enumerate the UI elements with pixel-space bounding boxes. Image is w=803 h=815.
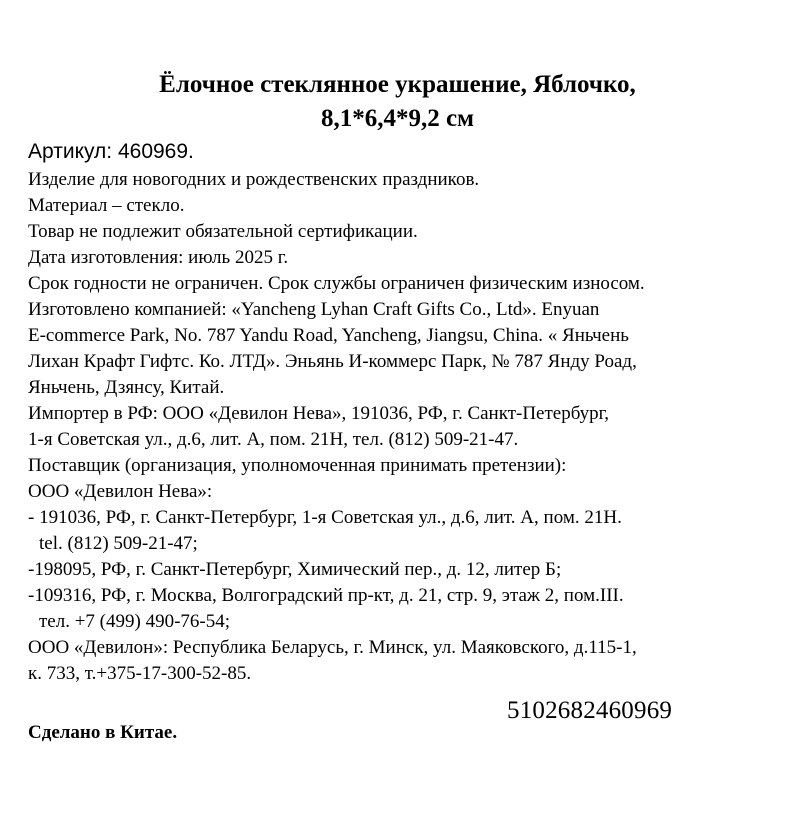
shelf-life-line: Срок годности не ограничен. Срок службы ограничен физическим износом. (28, 273, 645, 294)
supplier-address-2: -198095, РФ, г. Санкт-Петербург, Химический пер., д. 12, литер Б; (28, 559, 562, 580)
supplier-heading: Поставщик (организация, уполномоченная принимать претензии): (28, 455, 567, 476)
manufacture-date-line: Дата изготовления: июль 2025 г. (28, 247, 289, 268)
manufacturer-line-1: Изготовлено компанией: «Yancheng Lyhan Craft Gifts Co., Ltd». Enyuan (28, 299, 600, 320)
importer-line-2: 1-я Советская ул., д.6, лит. А, пом. 21Н, тел. (812) 509-21-47. (28, 429, 519, 450)
supplier-address-1: - 191036, РФ, г. Санкт-Петербург, 1-я Советская ул., д.6, лит. А, пом. 21Н. (28, 507, 622, 528)
product-title-line-2: 8,1*6,4*9,2 см (320, 105, 475, 132)
certification-line: Товар не подлежит обязательной сертификации. (28, 221, 418, 242)
product-title (0, 68, 795, 136)
product-details (28, 167, 788, 687)
supplier-address-3: -109316, РФ, г. Москва, Волгоградский пр-кт, д. 21, стр. 9, этаж 2, пом.III. (28, 585, 624, 606)
belarus-supplier-line-1: ООО «Девилон»: Республика Беларусь, г. Минск, ул. Маяковского, д.115-1, (28, 637, 637, 658)
belarus-supplier-line-2: к. 733, т.+375-17-300-52-85. (28, 663, 252, 684)
usage-line: Изделие для новогодних и рождественских праздников. (28, 169, 480, 190)
manufacturer-line-4: Яньчень, Дзянсу, Китай. (28, 377, 225, 398)
supplier-phone-3: тел. +7 (499) 490-76-54; (39, 611, 231, 632)
barcode-number: 5102682460969 (507, 697, 673, 724)
supplier-name: ООО «Девилон Нева»: (28, 481, 213, 502)
importer-line-1: Импортер в РФ: ООО «Девилон Нева», 191036, РФ, г. Санкт-Петербург, (28, 403, 610, 424)
sku-line: Артикул: 460969. (28, 140, 194, 163)
product-title-line-1: Ёлочное стеклянное украшение, Яблочко, (159, 71, 636, 98)
manufacturer-line-3: Лихан Крафт Гифтс. Ко. ЛТД». Эньянь И-коммерс Парк, № 787 Янду Роад, (28, 351, 637, 372)
material-line: Материал – стекло. (28, 195, 185, 216)
manufacturer-line-2: E-commerce Park, No. 787 Yandu Road, Yancheng, Jiangsu, China. « Яньчень (28, 325, 629, 346)
country-of-origin: Сделано в Китае. (28, 722, 178, 743)
supplier-phone-1: tel. (812) 509-21-47; (39, 533, 198, 554)
